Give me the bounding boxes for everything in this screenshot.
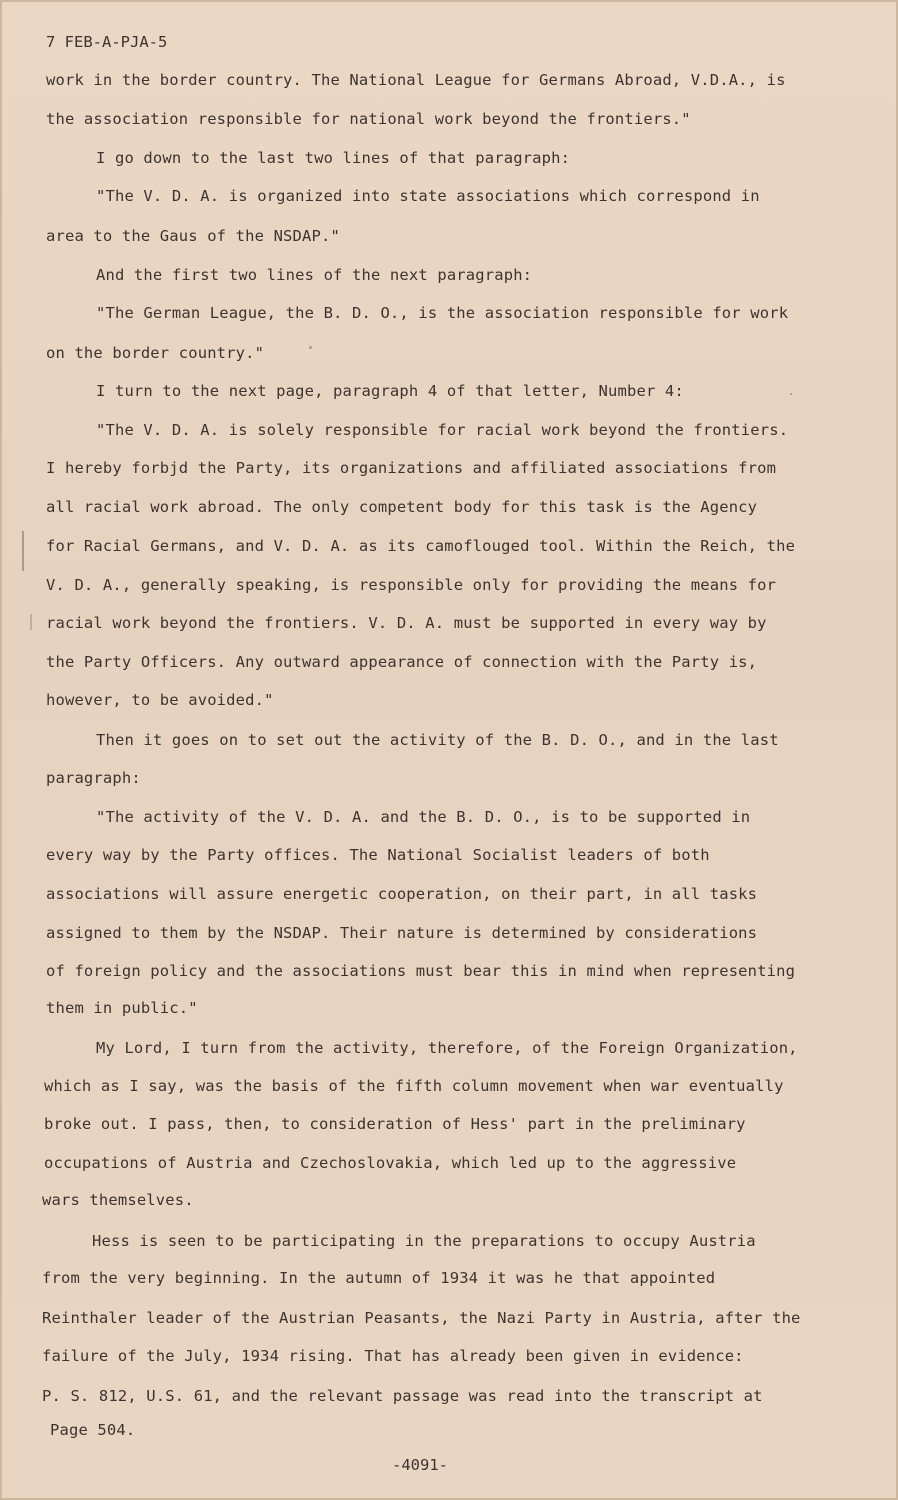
margin-mark <box>30 614 32 630</box>
page-number: -4091- <box>392 1456 448 1474</box>
text-line: paragraph: <box>46 769 141 787</box>
text-line: P. S. 812, U.S. 61, and the relevant passage was read into the transcript at <box>42 1387 763 1405</box>
text-line: My Lord, I turn from the activity, therefore, of the Foreign Organization, <box>96 1039 798 1057</box>
text-line: occupations of Austria and Czechoslovakia, which led up to the aggressive <box>44 1154 737 1172</box>
text-line: however, to be avoided." <box>46 691 274 709</box>
text-line: the association responsible for national work beyond the frontiers." <box>46 110 691 128</box>
text-line: And the first two lines of the next paragraph: <box>96 266 533 284</box>
text-line: "The V. D. A. is organized into state associations which correspond in <box>96 187 760 205</box>
text-line: "The V. D. A. is solely responsible for racial work beyond the frontiers. <box>96 421 789 439</box>
text-line: assigned to them by the NSDAP. Their nature is determined by considerations <box>46 924 758 942</box>
text-line: every way by the Party offices. The National Socialist leaders of both <box>46 846 710 864</box>
stray-dot <box>790 393 792 395</box>
text-line: from the very beginning. In the autumn of 1934 it was he that appointed <box>42 1269 716 1287</box>
page-code: 7 FEB-A-PJA-5 <box>46 33 168 51</box>
text-line: of foreign policy and the associations must bear this in mind when representing <box>46 962 796 980</box>
text-line: I turn to the next page, paragraph 4 of that letter, Number 4: <box>96 382 684 400</box>
text-line: I go down to the last two lines of that paragraph: <box>96 149 571 167</box>
stray-dot <box>309 346 312 349</box>
text-line: broke out. I pass, then, to consideration of Hess' part in the preliminary <box>44 1115 746 1133</box>
text-line: associations will assure energetic cooperation, on their part, in all tasks <box>46 885 758 903</box>
text-line: area to the Gaus of the NSDAP." <box>46 227 340 245</box>
text-line: wars themselves. <box>42 1191 194 1209</box>
margin-mark <box>22 531 24 571</box>
text-line: Then it goes on to set out the activity of the B. D. O., and in the last <box>96 731 779 749</box>
text-line: which as I say, was the basis of the fifth column movement when war eventually <box>44 1077 784 1095</box>
text-line: I hereby forbjd the Party, its organizations and affiliated associations from <box>46 459 777 477</box>
text-line: Page 504. <box>50 1421 136 1439</box>
text-line: all racial work abroad. The only competent body for this task is the Agency <box>46 498 758 516</box>
text-line: them in public." <box>46 999 198 1017</box>
text-line: work in the border country. The National League for Germans Abroad, V.D.A., is <box>46 71 786 89</box>
text-line: for Racial Germans, and V. D. A. as its camoflouged tool. Within the Reich, the <box>46 537 796 555</box>
text-line: Hess is seen to be participating in the preparations to occupy Austria <box>92 1232 756 1250</box>
text-line: on the border country." <box>46 344 265 362</box>
text-line: "The activity of the V. D. A. and the B. D. O., is to be supported in <box>96 808 751 826</box>
text-line: the Party Officers. Any outward appearance of connection with the Party is, <box>46 653 758 671</box>
text-line: racial work beyond the frontiers. V. D. A. must be supported in every way by <box>46 614 767 632</box>
text-line: Reinthaler leader of the Austrian Peasants, the Nazi Party in Austria, after the <box>42 1309 801 1327</box>
text-line: V. D. A., generally speaking, is responsible only for providing the means for <box>46 576 777 594</box>
text-line: "The German League, the B. D. O., is the association responsible for work <box>96 304 789 322</box>
text-line: failure of the July, 1934 rising. That has already been given in evidence: <box>42 1347 744 1365</box>
